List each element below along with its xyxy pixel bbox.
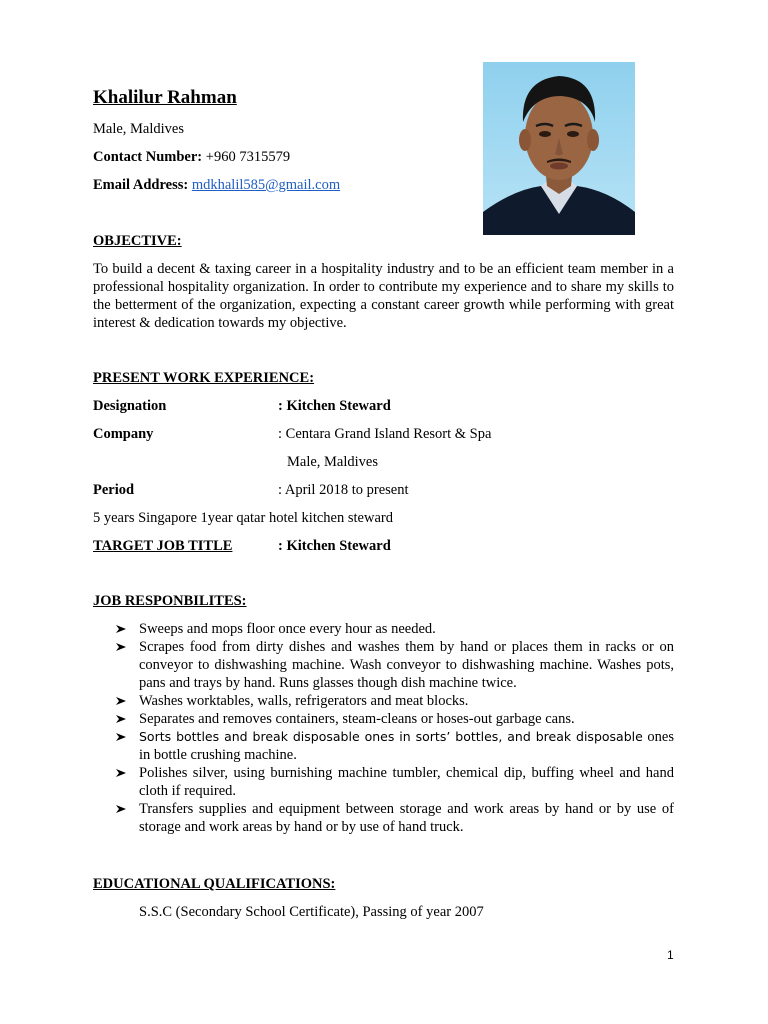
email-label: Email Address: [93, 177, 189, 193]
designation-value: : Kitchen Steward [278, 398, 391, 414]
arrow-bullet-icon [115, 800, 127, 818]
profile-photo [483, 62, 635, 235]
responsibilities-heading: JOB RESPONBILITES: [93, 593, 247, 609]
company-value: : Centara Grand Island Resort & Spa [278, 426, 492, 442]
arrow-bullet-icon [115, 638, 127, 656]
target-job-label: TARGET JOB TITLE [93, 538, 233, 554]
experience-heading: PRESENT WORK EXPERIENCE: [93, 370, 315, 386]
arrow-bullet-icon [115, 764, 127, 782]
email-link[interactable]: mdkhalil585@gmail.com [191, 177, 341, 193]
location: Male, Maldives [93, 121, 185, 137]
list-item: Scrapes food from dirty dishes and washes them by hand or places them in racks or on conveyor to dishwashing machine. Wash conveyor to dishwashing machine. Washes pots, pans and trays by hand. Runs glasses though dish machine twice. [93, 638, 674, 692]
list-item: Sweeps and mops floor once every hour as needed. [93, 620, 674, 638]
period-label: Period [93, 482, 135, 498]
contact-value: +960 7315579 [205, 149, 291, 165]
arrow-bullet-icon [115, 710, 127, 728]
list-item: Sorts bottles and break disposable ones in sorts’ bottles, and break disposable ones in bottle crushing machine. [93, 728, 674, 764]
target-job-value: : Kitchen Steward [278, 538, 391, 554]
page-number: 1 [667, 948, 674, 962]
contact-label: Contact Number: [93, 149, 203, 165]
candidate-name: Khalilur Rahman [93, 87, 237, 108]
arrow-bullet-icon [115, 728, 127, 746]
education-item: S.S.C (Secondary School Certificate), Passing of year 2007 [139, 904, 484, 920]
objective-heading: OBJECTIVE: [93, 233, 182, 249]
list-item: Washes worktables, walls, refrigerators and meat blocks. [93, 692, 674, 710]
company-label: Company [93, 426, 154, 442]
responsibilities-list [93, 620, 674, 836]
company-location: Male, Maldives [287, 454, 379, 470]
objective-text: To build a decent & taxing career in a hospitality industry and to be an efficient team member in a professional hospitality organization. In order to contribute my experience and to share my skills to the betterment of the organization, expecting a constant career growth while performing with great interest & dedication towards my objective. [93, 261, 674, 331]
arrow-bullet-icon [115, 692, 127, 710]
education-heading: EDUCATIONAL QUALIFICATIONS: [93, 876, 336, 892]
email-line [93, 177, 340, 194]
list-item: Polishes silver, using burnishing machine tumbler, chemical dip, buffing wheel and hand cloth if required. [93, 764, 674, 800]
arrow-bullet-icon [115, 620, 127, 638]
previous-experience: 5 years Singapore 1year qatar hotel kitchen steward [93, 510, 393, 526]
period-value: : April 2018 to present [278, 482, 409, 498]
contact-line [93, 149, 290, 166]
list-item: Separates and removes containers, steam-cleans or hoses-out garbage cans. [93, 710, 674, 728]
list-item: Transfers supplies and equipment between storage and work areas by hand or by use of storage and work areas by hand or by use of hand truck. [93, 800, 674, 836]
designation-label: Designation [93, 398, 167, 414]
